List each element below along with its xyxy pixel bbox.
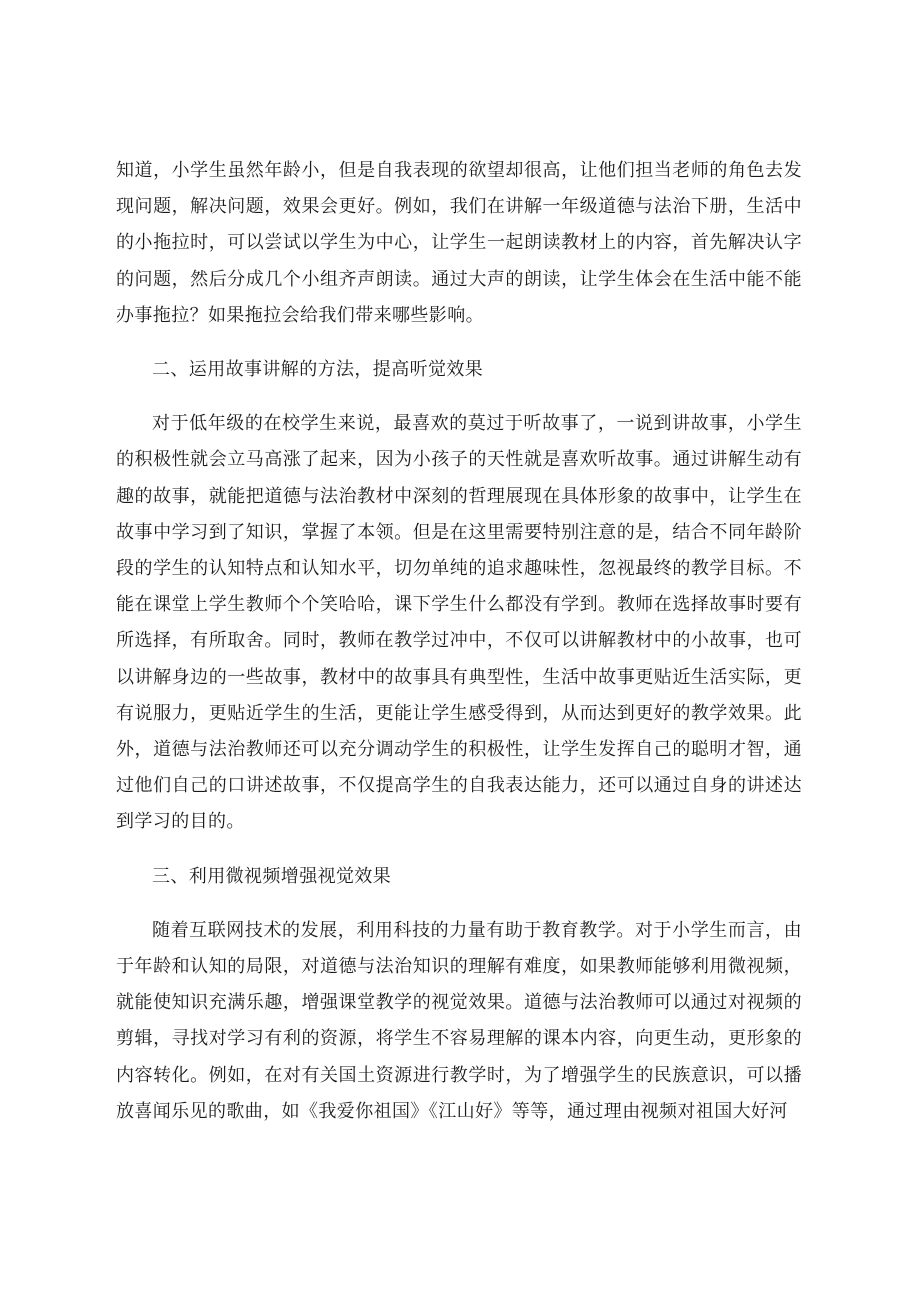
paragraph-storytelling: 对于低年级的在校学生来说，最喜欢的莫过于听故事了，一说到讲故事，小学生的积极性就会立马高涨了起来，因为小孩子的天性就是喜欢听故事。通过讲解生动有趣的故事，就能把道德与法治教材中深刻的哲理展现在具体形象的故事中，让学生在故事中学习到了知识，掌握了本领。但是在这里需要特别注意的是，结合不同年龄阶段的学生的认知特点和认知水平，切勿单纯的追求趣味性，忽视最终的教学目标。不能在课堂上学生教师个个笑哈哈，课下学生什么都没有学到。教师在选择故事时要有所选择，有所取舍。同时，教师在教学过冲中，不仅可以讲解教材中的小故事，也可以讲解身边的一些故事，教材中的故事具有典型性，生活中故事更贴近生活实际，更有说服力，更贴近学生的生活，更能让学生感受得到，从而达到更好的教学效果。此外，道德与法治教师还可以充分调动学生的积极性，让学生发挥自己的聪明才智，通过他们自己的口讲述故事，不仅提高学生的自我表达能力，还可以通过自身的讲述达到学习的目的。	[116, 413, 802, 833]
section-heading-2: 二、运用故事讲解的方法，提高听觉效果	[152, 359, 484, 381]
paragraph-gap	[116, 841, 802, 859]
paragraph-gap	[116, 895, 802, 913]
document-body	[116, 153, 802, 1130]
section-heading-3: 三、利用微视频增强视觉效果	[152, 865, 392, 887]
paragraph-continued: 知道，小学生虽然年龄小，但是自我表现的欲望却很高，让他们担当老师的角色去发现问题，解决问题，效果会更好。例如，我们在讲解一年级道德与法治下册，生活中的小拖拉时，可以尝试以学生为中心，让学生一起朗读教材上的内容，首先解决认字的问题，然后分成几个小组齐声朗读。通过大声的朗读，让学生体会在生活中能不能办事拖拉？如果拖拉会给我们带来哪些影响。	[116, 160, 802, 326]
paragraph-micro-video: 随着互联网技术的发展，利用科技的力量有助于教育教学。对于小学生而言，由于年龄和认知的局限，对道德与法治知识的理解有难度，如果教师能够利用微视频，就能使知识充满乐趣，增强课堂教学的视觉效果。道德与法治教师可以通过对视频的剪辑，寻找对学习有利的资源，将学生不容易理解的课本内容，向更生动，更形象的内容转化。例如，在对有关国土资源进行教学时，为了增强学生的民族意识，可以播放喜闻乐见的歌曲，如《我爱你祖国》《江山好》等等，通过理由视频对祖国大好河	[116, 919, 802, 1122]
paragraph-gap	[116, 388, 802, 406]
paragraph-gap	[116, 334, 802, 352]
